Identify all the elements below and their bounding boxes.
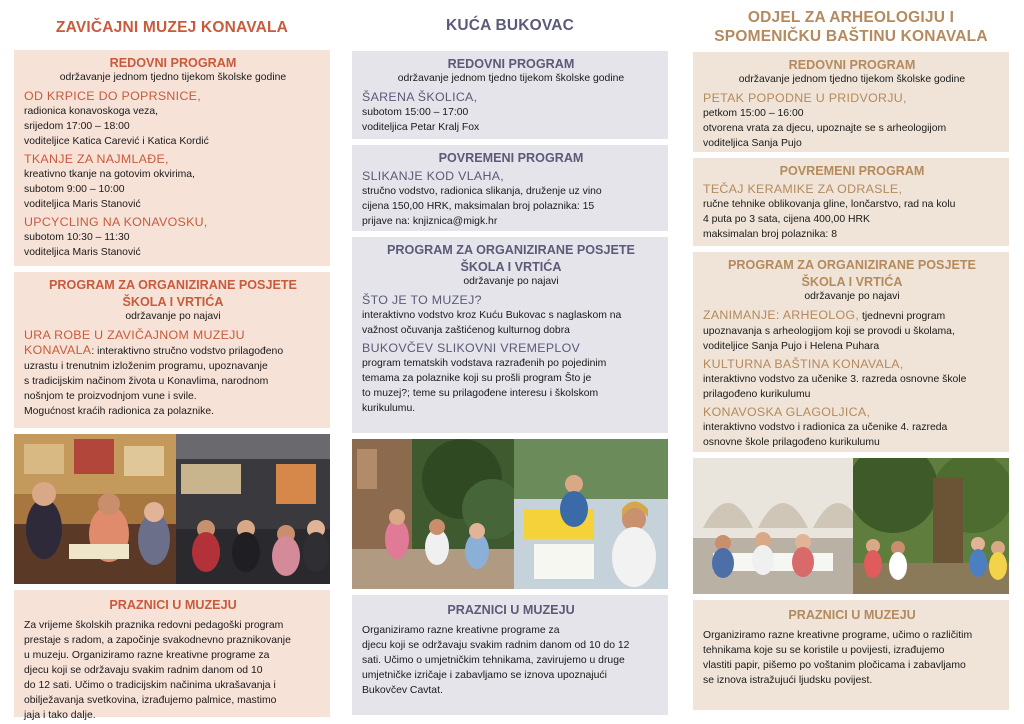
program-line: kurikulumu. — [362, 403, 416, 414]
holidays-line: do 12 sati. Učimo o tradicijskim načinima ukrašavanja i — [24, 680, 276, 691]
section-subtitle: održavanje po najavi — [463, 276, 559, 287]
holidays-line: vlastiti papir, pišemo po voštanim pločicama i zabavljamo — [703, 660, 966, 671]
holidays-line: Bukovčev Cavtat. — [362, 685, 443, 696]
holidays-line: umjetničke izričaje i zabavljamo se iznova upoznajući — [362, 670, 607, 681]
holidays-line: djecu koji se održavaju svakim radnim danom od 10 do 12 — [362, 640, 630, 651]
program-line: uzrastu i trenutnim izloženim programu, upoznavanje — [24, 361, 268, 372]
program-line: voditeljice Katica Carević i Katica Kordić — [24, 136, 209, 147]
section-heading: PROGRAM ZA ORGANIZIRANE POSJETE — [728, 258, 976, 272]
program-title: KULTURNA BAŠTINA KONAVALA, — [703, 357, 904, 371]
holidays-panel — [693, 600, 1009, 710]
section-heading: PROGRAM ZA ORGANIZIRANE POSJETE — [49, 278, 297, 292]
program-text: : interaktivno stručno vodstvo prilagođeno — [91, 346, 284, 357]
organized-visits-panel — [14, 272, 330, 428]
program-title: PETAK POPODNE U PRIDVORJU, — [703, 91, 907, 105]
program-title-line2: KONAVALA — [24, 343, 92, 357]
section-heading: POVREMENI PROGRAM — [779, 164, 925, 178]
program-title: TEČAJ KERAMIKE ZA ODRASLE, — [703, 182, 903, 196]
museum-title: KUĆA BUKOVAC — [445, 17, 575, 34]
section-heading: REDOVNI PROGRAM — [447, 57, 575, 71]
program-title: BUKOVČEV SLIKOVNI VREMEPLOV — [362, 341, 581, 355]
museum-title-line1: ODJEL ZA ARHEOLOGIJU I — [747, 9, 955, 26]
holidays-line: jaja i tako dalje. — [24, 710, 96, 721]
program-line: petkom 15:00 – 16:00 — [703, 108, 804, 119]
section-subtitle: održavanje jednom tjedno tijekom školske godine — [59, 72, 287, 83]
holidays-line: u muzeju. Organiziramo razne kreativne programe za — [24, 650, 270, 661]
section-heading-line2: ŠKOLA I VRTIĆA — [122, 295, 224, 309]
section-subtitle: održavanje po najavi — [804, 291, 900, 302]
organized-visits-panel — [352, 237, 668, 433]
program-line: Mogućnost kraćih radionica za polaznike. — [24, 406, 215, 417]
occasional-program-panel — [693, 158, 1009, 246]
museum-title-line2: SPOMENIČKU BAŠTINU KONAVALA — [714, 28, 988, 45]
program-line: prilagođeno kurikulumu — [703, 389, 811, 400]
program-title: OD KRPICE DO POPRSNICE, — [24, 89, 201, 103]
program-line: voditeljica Sanja Pujo — [703, 138, 802, 149]
section-subtitle: održavanje po najavi — [125, 311, 221, 322]
program-title: TKANJE ZA NAJMLAĐE, — [24, 152, 169, 166]
program-line: voditeljica Petar Kralj Fox — [362, 122, 480, 133]
program-line: otvorena vrata za djecu, upoznajte se s arheologijom — [703, 123, 947, 134]
column-odjel-arheologija — [693, 0, 1009, 716]
program-title: SLIKANJE KOD VLAHA, — [362, 169, 505, 183]
program-line: stručno vodstvo, radionica slikanja, druženje uz vino — [362, 186, 602, 197]
holidays-panel — [14, 590, 330, 721]
museum-title: ZAVIČAJNI MUZEJ KONAVALA — [55, 19, 289, 36]
program-line: srijedom 17:00 – 18:00 — [24, 121, 130, 132]
column-zavicajni-muzej — [14, 0, 330, 723]
section-subtitle: održavanje jednom tjedno tijekom školske godine — [738, 74, 966, 85]
holidays-line: djecu koji se održavaju svakim radnim danom od 10 — [24, 665, 263, 676]
section-heading: REDOVNI PROGRAM — [788, 58, 916, 72]
holidays-panel — [352, 595, 668, 715]
regular-program-panel — [352, 51, 668, 139]
program-line: interaktivno vodstvo kroz Kuću Bukovac s naglaskom na — [362, 310, 622, 321]
section-heading: POVREMENI PROGRAM — [438, 151, 584, 165]
program-line: subotom 10:30 – 11:30 — [24, 232, 130, 243]
holidays-line: Organiziramo razne kreativne programe za — [362, 625, 560, 636]
holidays-line: prestaje s radom, a započinje svakodnevno praznikovanje — [24, 635, 291, 646]
program-line: upoznavanja s arheologijom koji se provodi u školama, — [703, 326, 955, 337]
program-line: prijave na: knjiznica@migk.hr — [362, 216, 498, 227]
program-line: subotom 9:00 – 10:00 — [24, 184, 125, 195]
holidays-line: tehnikama koje su se koristile u povijesti, izrađujemo — [703, 645, 945, 656]
program-line: cijena 150,00 HRK, maksimalan broj polaznika: 15 — [362, 201, 595, 212]
organized-visits-panel — [693, 252, 1009, 452]
regular-program-panel — [14, 50, 330, 266]
workshop-photo — [352, 439, 668, 589]
section-heading: PRAZNICI U MUZEJU — [788, 608, 916, 622]
section-heading: PROGRAM ZA ORGANIZIRANE POSJETE — [387, 243, 635, 257]
section-heading: REDOVNI PROGRAM — [109, 56, 237, 70]
program-title: ŠTO JE TO MUZEJ? — [362, 293, 482, 307]
section-subtitle: održavanje jednom tjedno tijekom školske godine — [397, 73, 625, 84]
program-line: program tematskih vodstava razrađenih po pojedinim — [362, 358, 607, 369]
program-line: interaktivno vodstvo za učenike 3. razreda osnovne škole — [703, 374, 967, 385]
photo-cloister-classroom — [693, 458, 853, 594]
section-heading-line2: ŠKOLA I VRTIĆA — [460, 260, 562, 274]
museum-title — [693, 8, 1009, 52]
holidays-line: Organiziramo razne kreativne programe, učimo o različitim — [703, 630, 973, 641]
program-title: URA ROBE U ZAVIČAJNOM MUZEJU — [24, 328, 245, 342]
holidays-line: Za vrijeme školskih praznika redovni pedagoški program — [24, 620, 284, 631]
program-line: kreativno tkanje na gotovim okvirima, — [24, 169, 195, 180]
program-line: važnost očuvanja zaštićenog kulturnog dobra — [362, 325, 570, 336]
section-heading: PRAZNICI U MUZEJU — [109, 598, 237, 612]
holidays-line: sati. Učimo o umjetničkim tehnikama, zavirujemo u druge — [362, 655, 625, 666]
photo-children-drawing — [514, 439, 668, 589]
program-line: voditeljica Maris Stanović — [24, 199, 141, 210]
program-line: ručne tehnike oblikovanja gline, lončarstvo, rad na kolu — [703, 199, 956, 210]
section-heading: PRAZNICI U MUZEJU — [447, 603, 575, 617]
workshop-photo — [14, 434, 330, 584]
program-line: subotom 15:00 – 17:00 — [362, 107, 469, 118]
program-title: UPCYCLING NA KONAVOSKU, — [24, 215, 208, 229]
photo-museum-hall — [176, 434, 330, 584]
section-heading-line2: ŠKOLA I VRTIĆA — [801, 275, 903, 289]
program-line: temama za polaznike koji su prošli program Što je — [362, 373, 592, 384]
program-line: voditeljice Sanja Pujo i Helena Puhara — [703, 341, 880, 352]
program-line: nošnjom te proizvodnjom vune i svile. — [24, 391, 197, 402]
program-title: KONAVOSKA GLAGOLJICA, — [703, 405, 871, 419]
program-line: 4 puta po 3 sata, cijena 400,00 HRK — [703, 214, 870, 225]
program-line: s tradicijskim načinom života u Konavlima, narodnom — [24, 376, 269, 387]
program-line: interaktivno vodstvo i radionica za učenike 4. razreda — [703, 422, 948, 433]
program-text: tjednevni program — [861, 311, 946, 322]
photo-tree-group — [853, 458, 1009, 594]
program-line: osnovne škole prilagođeno kurikulumu — [703, 437, 880, 448]
workshop-photo — [693, 458, 1009, 594]
program-line: voditeljica Maris Stanović — [24, 247, 141, 258]
holidays-line: obilježavanja svetkovina, izrađujemo palmice, mastimo — [24, 695, 277, 706]
program-title: ZANIMANJE: ARHEOLOG, — [703, 308, 860, 322]
program-line: maksimalan broj polaznika: 8 — [703, 229, 837, 240]
program-line: radionica konavoskoga veza, — [24, 106, 159, 117]
program-title: ŠARENA ŠKOLICA, — [362, 90, 478, 104]
regular-program-panel — [693, 52, 1009, 152]
photo-garden-painting — [352, 439, 514, 589]
column-kuca-bukovac — [352, 0, 668, 721]
program-line: to muzej?; teme su prilagođene interesu i školskom — [362, 388, 599, 399]
occasional-program-panel — [352, 145, 668, 231]
photo-craft-workshop — [14, 434, 176, 584]
holidays-line: se iznova istražujući ljudsku povijest. — [703, 675, 873, 686]
